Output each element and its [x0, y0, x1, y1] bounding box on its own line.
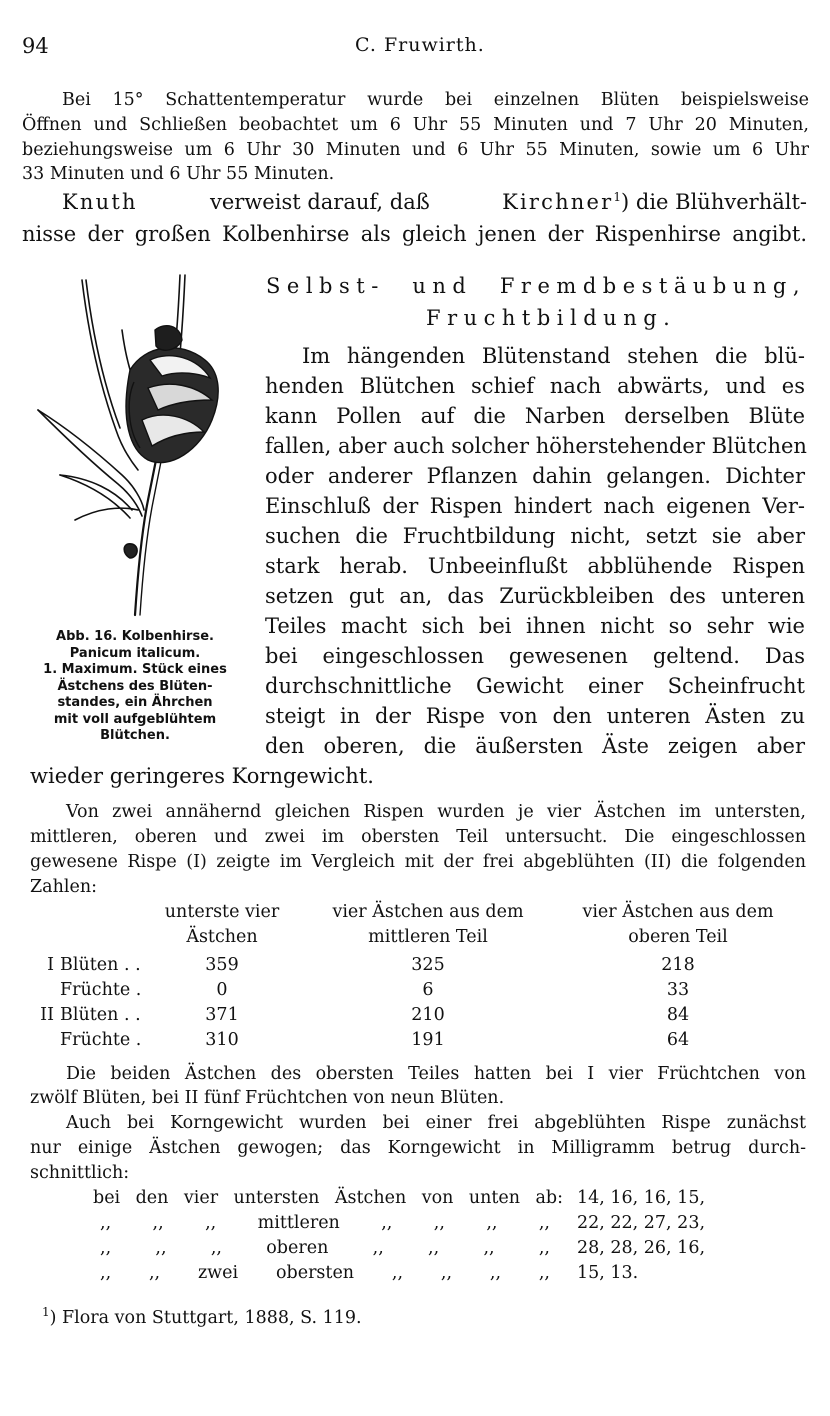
- caption-line: standes, ein Ährchen: [57, 695, 213, 710]
- text-line: Bei 15° Schattentemperatur wurde bei einzelnen Blüten beispielsweise: [62, 90, 809, 110]
- column-header: vier Ästchen aus dem: [582, 902, 774, 922]
- weight-values: 15, 13.: [577, 1263, 639, 1283]
- weight-label: ,, ,, ,, mittleren ,, ,, ,, ,,: [100, 1213, 550, 1233]
- text-line: gewesene Rispe (I) zeigte im Vergleich mit der frei abgeblühten (II) die folgenden: [30, 852, 806, 872]
- weight-values: 14, 16, 16, 15,: [577, 1188, 706, 1208]
- footnote: [42, 1305, 362, 1328]
- text-line: zwölf Blüten, bei II fünf Früchtchen von neun Blüten.: [30, 1088, 505, 1108]
- table-cell: 218: [661, 955, 695, 975]
- footnote-mark: 1: [613, 190, 622, 204]
- text-line: Im hängenden Blütenstand stehen die blü-: [302, 344, 805, 368]
- text-line: 33 Minuten und 6 Uhr 55 Minuten.: [22, 164, 335, 184]
- caption-line: Panicum italicum.: [69, 645, 201, 661]
- table-cell: 6: [422, 980, 434, 1000]
- weight-values: 22, 22, 27, 23,: [577, 1213, 706, 1233]
- section-heading: Selbst- und Fremdbestäubung,: [266, 274, 806, 298]
- table-row: [30, 955, 796, 980]
- table-cell: 84: [666, 1005, 690, 1025]
- text-line: Auch bei Korngewicht wurden bei einer frei abgeblühten Rispe zunächst: [66, 1113, 806, 1133]
- text-line: suchen die Fruchtbildung nicht, setzt sie aber: [265, 524, 805, 548]
- millet-spikelet-figure: [30, 270, 245, 620]
- text-line: wieder geringeres Korngewicht.: [30, 764, 374, 788]
- row-group: I: [47, 955, 54, 975]
- table-cell: 371: [205, 1005, 239, 1025]
- column-header: oberen Teil: [628, 927, 728, 947]
- text-line: steigt in der Rispe von den unteren Ästen zu: [265, 704, 805, 728]
- table-cell: 33: [666, 980, 690, 1000]
- author-name: Kirchner: [502, 190, 614, 214]
- text-line: Einschluß der Rispen hindert nach eigenen Ver-: [265, 494, 805, 518]
- data-table: [30, 902, 796, 1055]
- text-line: den oberen, die äußersten Äste zeigen aber: [265, 734, 805, 758]
- footnote-text: ) Flora von Stuttgart, 1888, S. 119.: [49, 1307, 362, 1328]
- text-line: Die beiden Ästchen des obersten Teiles hatten bei I vier Früchtchen von: [66, 1064, 806, 1084]
- weight-label: ,, ,, ,, oberen ,, ,, ,, ,,: [100, 1238, 550, 1258]
- text-line: schnittlich:: [30, 1163, 130, 1183]
- footnote-mark: 1: [42, 1305, 50, 1319]
- table-cell: 191: [411, 1030, 445, 1050]
- row-label: Blüten . .: [60, 955, 141, 975]
- text-line: kann Pollen auf die Narben derselben Blüte: [265, 404, 805, 428]
- row-label: Blüten . .: [60, 1005, 141, 1025]
- row-group: [30, 1030, 60, 1055]
- text-line: setzen gut an, das Zurückbleiben des unteren: [265, 584, 805, 608]
- text-line: Teiles macht sich bei ihnen nicht so sehr wie: [265, 614, 805, 638]
- text-line: Öffnen und Schließen beobachtet um 6 Uhr 55 Minuten und 7 Uhr 20 Minuten,: [22, 115, 809, 135]
- section-heading-line2: Fruchtbildung.: [426, 306, 677, 330]
- text-line: Von zwei annähernd gleichen Rispen wurden je vier Ästchen im untersten,: [66, 802, 806, 822]
- table-cell: 310: [205, 1030, 239, 1050]
- table-row: [30, 1030, 796, 1055]
- table-cell: 325: [411, 955, 445, 975]
- text-line: stark herab. Unbeeinflußt abblühende Rispen: [265, 554, 805, 578]
- caption-line: Abb. 16. Kolbenhirse.: [56, 629, 214, 644]
- text-line: [62, 190, 807, 214]
- table-row: [30, 980, 796, 1005]
- table-cell: 0: [216, 980, 228, 1000]
- text-line: durchschnittliche Gewicht einer Scheinfrucht: [265, 674, 805, 698]
- text-line: oder anderer Pflanzen dahin gelangen. Dichter: [265, 464, 805, 488]
- table-cell: 359: [205, 955, 239, 975]
- figure-caption: [24, 629, 246, 745]
- text-line: nisse der großen Kolbenhirse als gleich jenen der Rispenhirse angibt.: [22, 222, 807, 246]
- weight-values: 28, 28, 26, 16,: [577, 1238, 706, 1258]
- author-name: Knuth: [62, 190, 138, 214]
- text-line: mittleren, oberen und zwei im obersten Teil untersucht. Die eingeschlossen: [30, 827, 806, 847]
- column-header: vier Ästchen aus dem: [332, 902, 524, 922]
- column-header: mittleren Teil: [368, 927, 488, 947]
- text-line: Zahlen:: [30, 877, 97, 897]
- row-label: Früchte .: [60, 980, 142, 1000]
- column-header: unterste vier: [164, 902, 280, 922]
- text-line: nur einige Ästchen gewogen; das Korngewicht in Milligramm betrug durch-: [30, 1138, 806, 1158]
- row-group: [30, 980, 60, 1005]
- running-head: C. Fruwirth.: [355, 34, 485, 56]
- caption-line: Blütchen.: [100, 728, 170, 743]
- weight-label: ,, ,, zwei obersten ,, ,, ,, ,,: [100, 1263, 550, 1283]
- text-line: henden Blütchen schief nach abwärts, und es: [265, 374, 805, 398]
- table-cell: 64: [666, 1030, 690, 1050]
- text-span: verweist darauf, daß: [210, 190, 430, 214]
- text-line: beziehungsweise um 6 Uhr 30 Minuten und 6 Uhr 55 Minuten, sowie um 6 Uhr: [22, 140, 809, 160]
- text-line: bei eingeschlossen gewesenen geltend. Das: [265, 644, 805, 668]
- page-number: 94: [22, 34, 49, 58]
- caption-line: Ästchens des Blüten-: [57, 678, 213, 694]
- caption-line: 1. Maximum. Stück eines: [43, 662, 227, 677]
- column-header: Ästchen: [186, 927, 258, 947]
- row-group: II: [40, 1005, 54, 1025]
- text-line: fallen, aber auch solcher höherstehender Blütchen: [265, 434, 807, 458]
- table-row: [30, 1005, 796, 1030]
- text-span: ) die Blühverhält-: [621, 190, 807, 214]
- caption-line: mit voll aufgeblühtem: [53, 711, 217, 727]
- weight-label: bei den vier untersten Ästchen von unten ab:: [93, 1188, 563, 1208]
- row-label: Früchte .: [60, 1030, 142, 1050]
- table-cell: 210: [411, 1005, 445, 1025]
